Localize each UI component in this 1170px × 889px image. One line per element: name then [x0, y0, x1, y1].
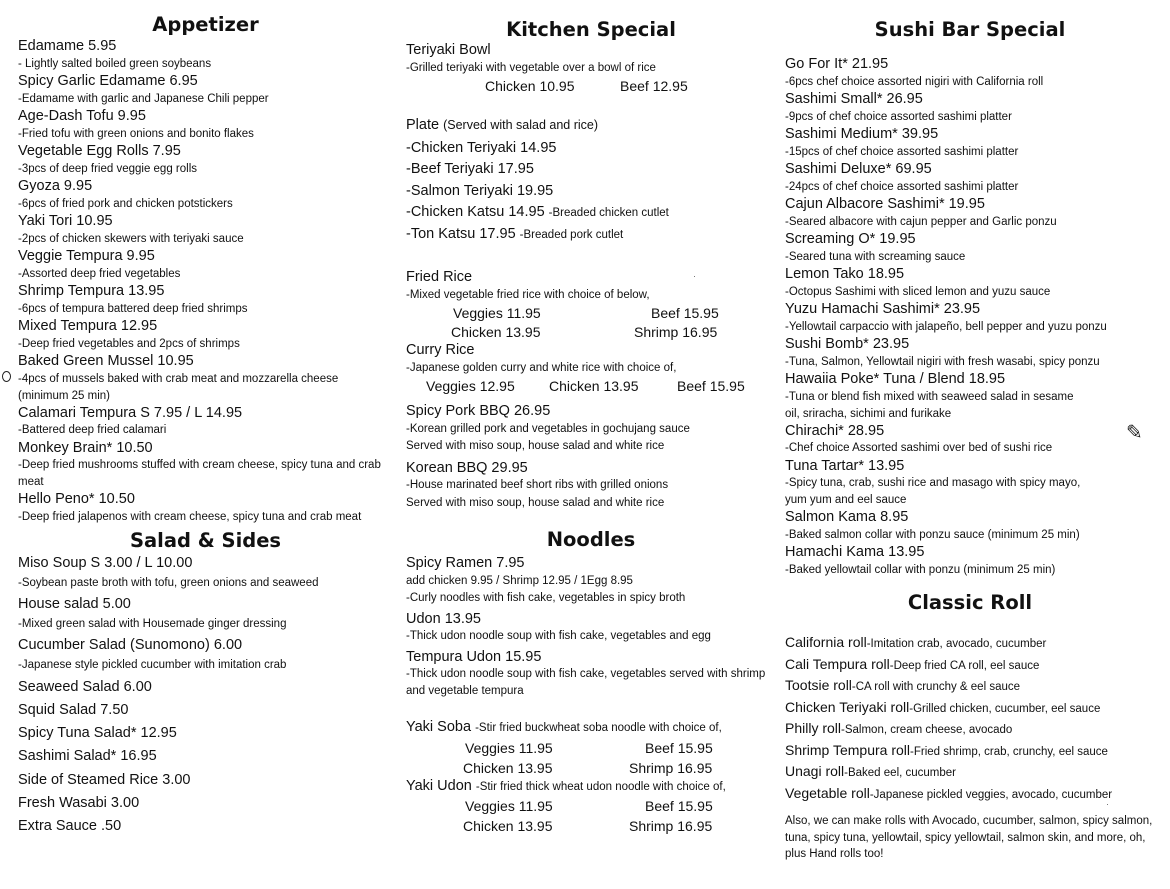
menu-item	[18, 108, 393, 143]
roll-name: Vegetable roll	[785, 784, 870, 801]
menu-item	[785, 509, 1160, 544]
item-description: -Thick udon noodle soup with fish cake, vegetables served with shrimp and vegetable tempura	[406, 668, 766, 697]
price-option: Chicken 13.95	[451, 324, 541, 340]
spicy-ramen	[406, 555, 776, 608]
price-option: Beef 12.95	[620, 78, 688, 94]
item-description: -Assorted deep fried vegetables	[18, 267, 181, 280]
menu-item	[785, 266, 1160, 301]
menu-item	[18, 38, 393, 73]
item-description: -Curly noodles with fish cake, vegetables in spicy broth	[406, 592, 686, 604]
item-description: -Seared tuna with screaming sauce	[785, 250, 966, 263]
price-options	[406, 796, 776, 816]
menu-item	[785, 91, 1160, 126]
menu-item	[18, 73, 393, 108]
item-description: -Tuna or blend fish mixed with seaweed salad in sesame oil, sriracha, sichimi and furikake	[785, 390, 1074, 420]
roll-description: -Baked eel, cucumber	[844, 767, 957, 779]
yaki-udon	[406, 778, 776, 837]
roll-item	[785, 741, 1160, 763]
appetizer-list	[18, 38, 393, 526]
item-name: Korean BBQ 29.95	[406, 459, 528, 476]
item-name: Spicy Tuna Salad* 12.95	[18, 725, 177, 742]
section-title-salad-sides: Salad & Sides	[129, 528, 282, 552]
menu-item	[785, 301, 1160, 336]
item-name: Hello Peno* 10.50	[18, 491, 135, 507]
item-description: -Battered deep fried calamari	[18, 424, 167, 436]
item-description: -Seared albacore with cajun pepper and Garlic ponzu	[785, 215, 1057, 228]
item-description: -Yellowtail carpaccio with jalapeño, bell pepper and yuzu ponzu	[785, 320, 1107, 333]
item-name: -Salmon Teriyaki 19.95	[406, 182, 554, 199]
menu-item	[18, 553, 393, 594]
item-description: -Fried tofu with green onions and bonito flakes	[18, 127, 254, 140]
roll-name: Cali Tempura roll	[785, 655, 890, 672]
roll-description: -Salmon, cream cheese, avocado	[841, 724, 1013, 736]
menu-item	[785, 126, 1160, 161]
item-name: Extra Sauce .50	[18, 818, 122, 835]
price-options	[406, 377, 776, 396]
price-options	[406, 304, 776, 323]
menu-item	[785, 56, 1160, 91]
roll-item	[785, 762, 1160, 784]
menu-item	[18, 699, 393, 722]
item-name: -Chicken Teriyaki 14.95	[406, 139, 557, 156]
item-description: -House marinated beef short ribs with grilled onions	[406, 479, 669, 491]
item-name	[406, 117, 776, 135]
item-description: -Mixed vegetable fried rice with choice of below,	[406, 288, 650, 301]
item-description: -Korean grilled pork and vegetables in gochujang sauce	[406, 422, 690, 435]
curry-rice	[406, 342, 776, 396]
price-option: Beef 15.95	[645, 739, 713, 756]
item-name: Baked Green Mussel 10.95	[18, 353, 194, 369]
item-description: -2pcs of chicken skewers with teriyaki sauce	[18, 232, 244, 245]
item-description: -Chef choice Assorted sashimi over bed of sushi rice	[785, 442, 1053, 454]
menu-item	[18, 405, 393, 440]
menu-item	[18, 353, 393, 405]
item-name: Curry Rice	[406, 342, 475, 358]
item-description: -Japanese golden curry and white rice with choice of,	[406, 361, 677, 374]
plate-item	[406, 181, 776, 203]
item-description: - Lightly salted boiled green soybeans	[18, 57, 212, 70]
menu-item	[18, 769, 393, 792]
item-name: Spicy Ramen 7.95	[406, 555, 525, 571]
classic-roll-note: Also, we can make rolls with Avocado, cucumber, salmon, spicy salmon, tuna, spicy tuna, yellowtail, spicy yellowtail, salmon skin, and more, oh, plus Hand rolls too!	[785, 815, 1153, 860]
item-name: -Chicken Katsu 14.95	[406, 204, 545, 220]
price-option: Chicken 10.95	[485, 78, 575, 94]
price-options	[406, 738, 776, 758]
item-name: Tempura Udon 15.95	[406, 648, 542, 665]
item-description: -6pcs chef choice assorted nigiri with California roll	[785, 75, 1044, 88]
item-name: Spicy Pork BBQ 26.95	[406, 403, 551, 419]
item-name: Calamari Tempura S 7.95 / L 14.95	[18, 404, 243, 421]
price-options	[406, 323, 776, 342]
roll-name: Philly roll	[785, 720, 842, 736]
right-column	[785, 0, 1160, 863]
roll-item	[785, 719, 1160, 741]
price-options	[406, 77, 776, 96]
price-option: Chicken 13.95	[463, 759, 553, 776]
plate-title: Plate	[406, 117, 440, 133]
plate-section	[406, 117, 776, 245]
item-name: House salad 5.00	[18, 595, 131, 612]
item-description: -Baked salmon collar with ponzu sauce (minimum 25 min)	[785, 528, 1080, 541]
roll-item	[785, 698, 1160, 720]
item-description: -Grilled teriyaki with vegetable over a bowl of rice	[406, 61, 656, 74]
item-name: Screaming O* 19.95	[785, 231, 916, 247]
menu-item	[18, 213, 393, 248]
roll-item	[785, 655, 1160, 677]
item-name: Sushi Bomb* 23.95	[785, 336, 910, 352]
item-name: Spicy Garlic Edamame 6.95	[18, 73, 198, 89]
item-name: Shrimp Tempura 13.95	[18, 283, 165, 299]
item-name: Sashimi Medium* 39.95	[785, 126, 939, 142]
fried-rice	[406, 269, 776, 342]
roll-description: -Imitation crab, avocado, cucumber	[866, 638, 1047, 650]
margin-circle-mark	[2, 371, 11, 382]
udon	[406, 611, 776, 646]
left-column	[18, 0, 393, 839]
item-name: Sashimi Salad* 16.95	[18, 748, 157, 765]
item-name: Squid Salad 7.50	[18, 701, 129, 718]
item-name: Seaweed Salad 6.00	[18, 678, 152, 695]
item-name: Hawaiia Poke* Tuna / Blend 18.95	[785, 371, 1006, 387]
item-addon: add chicken 9.95 / Shrimp 12.95 / 1Egg 8.95	[406, 574, 633, 587]
menu-item	[785, 231, 1160, 266]
item-description: -Japanese style pickled cucumber with imitation crab	[18, 658, 287, 671]
section-title-noodles: Noodles	[546, 528, 636, 551]
menu-item	[18, 745, 393, 768]
item-description: -4pcs of mussels baked with crab meat and mozzarella cheese (minimum 25 min)	[18, 372, 339, 402]
plate-item	[406, 138, 776, 160]
item-name: Fresh Wasabi 3.00	[18, 794, 140, 811]
item-name: Side of Steamed Rice 3.00	[18, 771, 191, 788]
teriyaki-bowl	[406, 42, 776, 96]
item-name: Salmon Kama 8.95	[785, 509, 909, 525]
price-option: Shrimp 16.95	[634, 324, 718, 340]
speck	[694, 276, 695, 277]
item-description: -Deep fried vegetables and 2pcs of shrimps	[18, 337, 240, 350]
item-description: -Octopus Sashimi with sliced lemon and yuzu sauce	[785, 285, 1051, 298]
roll-name: Shrimp Tempura roll	[785, 741, 911, 758]
roll-item	[785, 676, 1160, 698]
item-name: Sashimi Deluxe* 69.95	[785, 161, 932, 177]
item-name: Fried Rice	[406, 269, 473, 285]
plate-list	[406, 138, 776, 246]
item-description: -Mixed green salad with Housemade ginger dressing	[18, 617, 287, 630]
salad-sides-list	[18, 553, 393, 839]
price-options	[406, 816, 776, 836]
item-name: Tuna Tartar* 13.95	[785, 457, 905, 474]
item-description: -Edamame with garlic and Japanese Chili pepper	[18, 92, 269, 105]
menu-item	[18, 635, 393, 676]
menu-item	[18, 594, 393, 635]
roll-description: -Grilled chicken, cucumber, eel sauce	[909, 702, 1101, 715]
section-title-classic-roll: Classic Roll	[907, 591, 1033, 614]
item-description: -Deep fried jalapenos with cream cheese, spicy tuna and crab meat	[18, 510, 362, 523]
speck	[1107, 804, 1108, 805]
item-name: Sashimi Small* 26.95	[785, 91, 923, 107]
item-name: Cajun Albacore Sashimi* 19.95	[785, 196, 985, 212]
menu-item	[785, 196, 1160, 231]
item-name: Veggie Tempura 9.95	[18, 248, 155, 264]
item-description: -15pcs of chef choice assorted sashimi platter	[785, 145, 1019, 158]
item-description: -24pcs of chef choice assorted sashimi platter	[785, 180, 1019, 193]
middle-column	[406, 0, 776, 836]
item-name: Hamachi Kama 13.95	[785, 544, 925, 560]
item-description: -Tuna, Salmon, Yellowtail nigiri with fresh wasabi, spicy ponzu	[785, 355, 1100, 368]
menu-item	[18, 283, 393, 318]
sushi-bar-list	[785, 56, 1160, 579]
item-name: Miso Soup S 3.00 / L 10.00	[18, 554, 193, 571]
item-title: Yaki Udon	[406, 777, 472, 794]
plate-item	[406, 224, 776, 246]
menu-item	[785, 458, 1160, 510]
roll-description: -Deep fried CA roll, eel sauce	[889, 659, 1040, 672]
item-description: -6pcs of tempura battered deep fried shrimps	[18, 302, 248, 315]
menu-item	[785, 161, 1160, 196]
menu-item	[18, 318, 393, 353]
yaki-soba	[406, 719, 776, 778]
item-name: Mixed Tempura 12.95	[18, 318, 158, 334]
item-title: Yaki Soba	[406, 719, 472, 735]
item-name: -Beef Teriyaki 17.95	[406, 161, 534, 177]
item-description: Served with miso soup, house salad and white rice	[406, 496, 665, 509]
item-description: -Soybean paste broth with tofu, green onions and seaweed	[18, 576, 319, 589]
price-option: Veggies 11.95	[453, 305, 541, 321]
item-description: -Baked yellowtail collar with ponzu (minimum 25 min)	[785, 563, 1056, 576]
item-name: Monkey Brain* 10.50	[18, 439, 153, 456]
item-name: Cucumber Salad (Sunomono) 6.00	[18, 636, 243, 653]
menu-item	[18, 178, 393, 213]
korean-bbq	[406, 460, 776, 513]
section-title-kitchen-special: Kitchen Special	[506, 18, 676, 41]
roll-name: California roll	[785, 634, 867, 650]
item-description: -Thick udon noodle soup with fish cake, vegetables and egg	[406, 630, 711, 642]
item-description: Served with miso soup, house salad and white rice	[406, 440, 665, 452]
price-option: Beef 15.95	[645, 798, 713, 814]
menu-item	[785, 423, 1160, 458]
item-name: Teriyaki Bowl	[406, 42, 491, 58]
item-name	[406, 778, 776, 797]
item-name: Chirachi* 28.95	[785, 422, 885, 439]
price-option: Beef 15.95	[677, 378, 745, 394]
item-description: -9pcs of chef choice assorted sashimi platter	[785, 110, 1012, 123]
tempura-udon	[406, 649, 776, 701]
menu-item	[18, 248, 393, 283]
roll-name: Chicken Teriyaki roll	[785, 698, 910, 715]
item-description: -3pcs of deep fried veggie egg rolls	[18, 162, 197, 175]
price-option: Shrimp 16.95	[629, 818, 713, 834]
price-option: Veggies 12.95	[426, 378, 515, 394]
item-name: Go For It* 21.95	[785, 56, 889, 72]
menu-item	[785, 544, 1160, 579]
menu-item	[18, 440, 393, 492]
plate-item	[406, 159, 776, 181]
item-name: -Ton Katsu 17.95	[406, 225, 516, 242]
item-description: -Stir fried buckwheat soba noodle with choice of,	[475, 722, 722, 734]
roll-description: -Fried shrimp, crab, crunchy, eel sauce	[910, 745, 1108, 758]
menu-item	[18, 676, 393, 699]
item-name: Age-Dash Tofu 9.95	[18, 108, 146, 124]
menu-item	[18, 143, 393, 178]
section-title-appetizer: Appetizer	[152, 13, 259, 36]
menu-item	[785, 371, 1160, 423]
item-description: -Spicy tuna, crab, sushi rice and masago with spicy mayo, yum yum and eel sauce	[785, 477, 1081, 506]
roll-item	[785, 784, 1160, 806]
menu-item	[18, 722, 393, 745]
price-options	[406, 758, 776, 778]
item-name: Vegetable Egg Rolls 7.95	[18, 143, 181, 159]
spicy-pork-bbq	[406, 403, 776, 456]
menu-item	[18, 792, 393, 815]
item-name: Gyoza 9.95	[18, 178, 93, 194]
item-name: Yaki Tori 10.95	[18, 213, 113, 229]
item-name: Lemon Tako 18.95	[785, 266, 905, 282]
item-description: -Stir fried thick wheat udon noodle with choice of,	[475, 780, 726, 793]
menu-item	[785, 336, 1160, 371]
plate-item	[406, 202, 776, 224]
price-option: Beef 15.95	[651, 305, 719, 321]
item-name	[406, 719, 776, 738]
item-description: -Deep fried mushrooms stuffed with cream cheese, spicy tuna and crab meat	[18, 459, 381, 488]
item-description: -Breaded pork cutlet	[519, 228, 624, 241]
roll-description: -CA roll with crunchy & eel sauce	[851, 681, 1021, 693]
item-name: Yuzu Hamachi Sashimi* 23.95	[785, 301, 981, 317]
price-option: Veggies 11.95	[465, 739, 553, 756]
classic-roll-list	[785, 633, 1160, 805]
item-name: Edamame 5.95	[18, 38, 117, 54]
roll-item	[785, 633, 1160, 655]
menu-item	[18, 815, 393, 838]
price-option: Chicken 13.95	[463, 818, 553, 834]
item-name: Udon 13.95	[406, 610, 481, 627]
item-description: -6pcs of fried pork and chicken potstickers	[18, 197, 233, 210]
roll-name: Unagi roll	[785, 763, 845, 779]
price-option: Chicken 13.95	[549, 378, 639, 394]
menu-item	[18, 491, 393, 526]
price-option: Veggies 11.95	[465, 798, 553, 814]
plate-note: (Served with salad and rice)	[443, 118, 599, 132]
price-option: Shrimp 16.95	[629, 759, 713, 776]
roll-name: Tootsie roll	[785, 677, 852, 693]
handwritten-mark: ✎	[1126, 420, 1143, 444]
roll-description: -Japanese pickled veggies, avocado, cucumber	[869, 788, 1113, 801]
item-description: -Breaded chicken cutlet	[548, 207, 669, 219]
section-title-sushi-bar-special: Sushi Bar Special	[874, 18, 1066, 41]
